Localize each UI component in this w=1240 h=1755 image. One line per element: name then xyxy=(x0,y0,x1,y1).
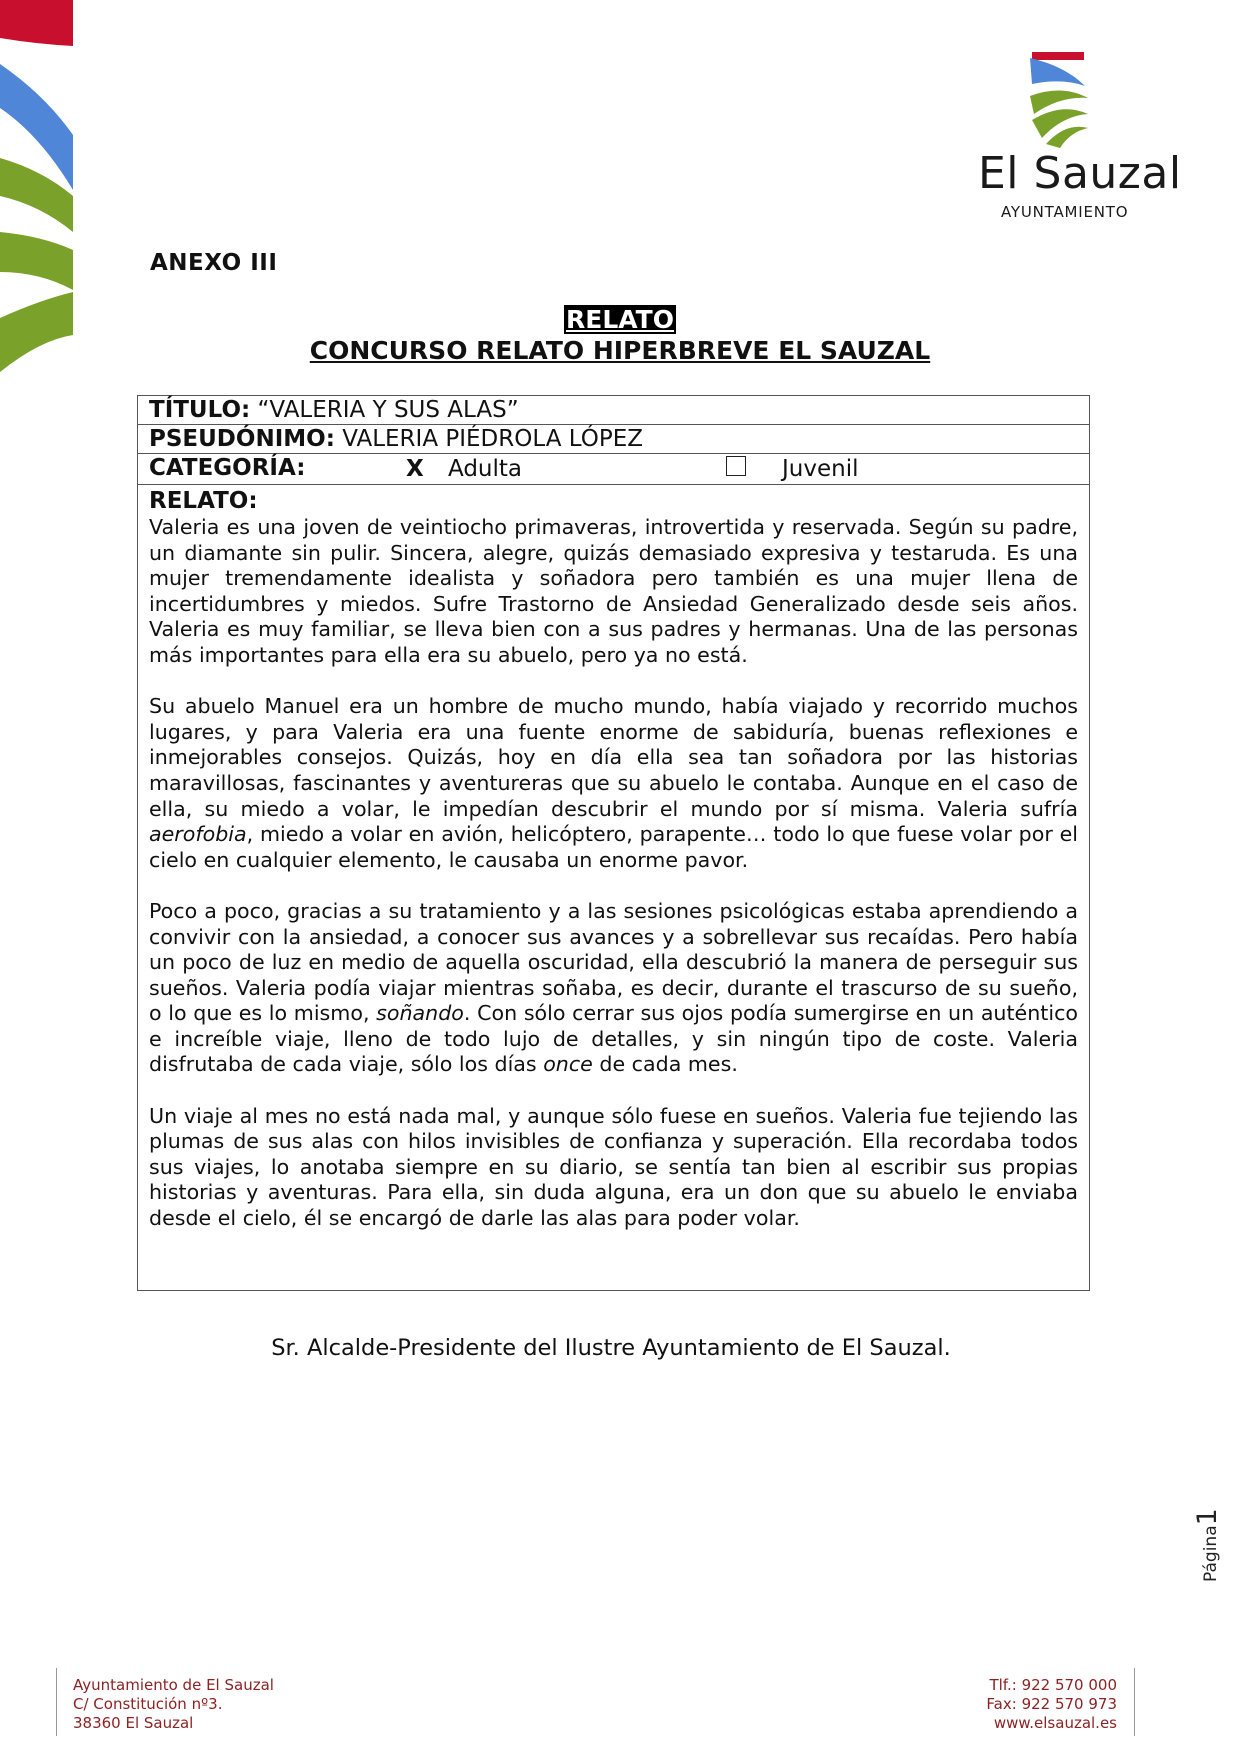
footer-address-line: 38360 El Sauzal xyxy=(73,1714,194,1732)
story-paragraph xyxy=(149,515,1078,669)
el-sauzal-logo-icon xyxy=(970,52,1170,152)
page-number xyxy=(1148,1508,1223,1662)
logo-subtitle: AYUNTAMIENTO xyxy=(1001,203,1129,221)
footer-address-line: C/ Constitución nº3. xyxy=(73,1695,223,1713)
story-text-run: Poco a poco, gracias a su tratamiento y a las sesiones psicológicas estaba aprendiendo a convivir con la ansiedad, a conocer sus avances y a sobrellevar sus recaídas. Pero había un poco de luz en medio de aquella oscuridad, ella descubrió la manera de perseguir sus sueños. Valeria podía viajar mientras soñaba, es decir, durante el trascurso de su sueño, o lo que es lo mismo, xyxy=(149,898,1078,1026)
category-row xyxy=(138,454,1089,485)
category-young-checkbox xyxy=(726,456,746,476)
pseudonym-row xyxy=(138,425,1089,454)
footer-contact xyxy=(980,1676,1117,1733)
red-stripe-shape xyxy=(0,0,73,46)
title-value: “VALERIA Y SUS ALAS” xyxy=(257,397,519,423)
logo-green-swoosh-3 xyxy=(1046,127,1088,148)
footer-fax: Fax: 922 570 973 xyxy=(986,1695,1117,1713)
story-label: RELATO: xyxy=(149,488,258,514)
page-number-rotated xyxy=(1192,1508,1223,1582)
entry-form xyxy=(137,395,1090,1291)
story-italic-text: aerofobia xyxy=(149,822,247,847)
story-text-run: de cada mes. xyxy=(592,1052,738,1077)
logo-title: El Sauzal xyxy=(978,148,1182,199)
category-adult-option: Adulta xyxy=(448,456,523,482)
story-paragraph xyxy=(149,899,1078,1078)
page-number-value: 1 xyxy=(1192,1508,1223,1526)
green-stripe-shape-2 xyxy=(0,232,73,290)
logo-red-bar xyxy=(1032,52,1084,60)
footer-address-line: Ayuntamiento de El Sauzal xyxy=(73,1676,274,1694)
category-adult-mark: X xyxy=(406,456,424,482)
story-text xyxy=(149,515,1078,1257)
logo-blue-swoosh xyxy=(1030,58,1085,86)
heading-contest xyxy=(0,336,1240,365)
title-label: TÍTULO: xyxy=(149,397,251,423)
footer-divider-left xyxy=(56,1668,57,1736)
title-row xyxy=(138,396,1089,425)
annex-label: ANEXO III xyxy=(150,250,278,276)
closing-addressee: Sr. Alcalde-Presidente del Ilustre Ayuntamiento de El Sauzal. xyxy=(271,1335,951,1361)
category-label: CATEGORÍA: xyxy=(149,455,306,481)
footer-divider-right xyxy=(1134,1668,1135,1736)
story-italic-text: once xyxy=(543,1052,593,1077)
heading-relato-text: RELATO xyxy=(566,305,674,334)
story-text-run: Valeria es una joven de veintiocho primaveras, introvertida y reservada. Según su padre, un diamante sin pulir. Sincera, alegre, quizás demasiado expresiva y testaruda. Es una mujer tremendamente idealista y soñadora pero también es una mujer llena de incertidumbres y miedos. Sufre Trastorno de Ansiedad Generalizado desde seis años. Valeria es muy familiar, se lleva bien con a sus padres y hermanas. Una de las personas más importantes para ella era su abuelo, pero ya no está. xyxy=(149,515,1078,667)
story-text-run: Un viaje al mes no está nada mal, y aunque sólo fuese en sueños. Valeria fue tejiendo las plumas de sus alas con hilos invisibles de confianza y superación. Ella recordaba todos sus viajes, lo anotaba siempre en su diario, se sentía tan bien al escribir sus propias historias y aventuras. Para ella, sin duda alguna, era un don que su abuelo le enviaba desde el cielo, él se encargó de darle las alas para poder volar. xyxy=(149,1103,1078,1231)
footer-phone: Tlf.: 922 570 000 xyxy=(989,1676,1117,1694)
pseudonym-label: PSEUDÓNIMO: xyxy=(149,426,335,452)
story-text-run: . Con sólo cerrar sus ojos podía sumergirse en un auténtico e increíble viaje, lleno de todo lujo de detalles, y sin ningún tipo de coste. Valeria disfrutaba de cada viaje, sólo los días xyxy=(149,1001,1079,1077)
story-italic-text: soñando xyxy=(376,1001,464,1026)
story-text-run: , miedo a volar en avión, helicóptero, parapente… todo lo que fuese volar por el cielo en cualquier elemento, le causaba un enorme pavor. xyxy=(149,822,1078,872)
page-word: Página xyxy=(1201,1525,1221,1582)
heading-relato xyxy=(0,305,1240,334)
pseudonym-value: VALERIA PIÉDROLA LÓPEZ xyxy=(342,426,643,452)
heading-contest-text: CONCURSO RELATO HIPERBREVE EL SAUZAL xyxy=(309,336,931,365)
category-young-option: Juvenil xyxy=(782,456,859,482)
footer-website: www.elsauzal.es xyxy=(993,1714,1117,1732)
footer-address xyxy=(73,1676,274,1733)
story-paragraph xyxy=(149,1104,1078,1232)
story-paragraph xyxy=(149,694,1078,873)
story-text-run: Su abuelo Manuel era un hombre de mucho mundo, había viajado y recorrido muchos lugares, y para Valeria era una fuente enorme de sabiduría, buenas reflexiones e inmejorables consejos. Quizás, hoy en día ella sea tan soñadora por las historias maravillosas, fascinantes y aventureras que su abuelo le contaba. Aunque en el caso de ella, su miedo a volar, le impedían descubrir el mundo por sí misma. Valeria sufría xyxy=(149,694,1078,821)
